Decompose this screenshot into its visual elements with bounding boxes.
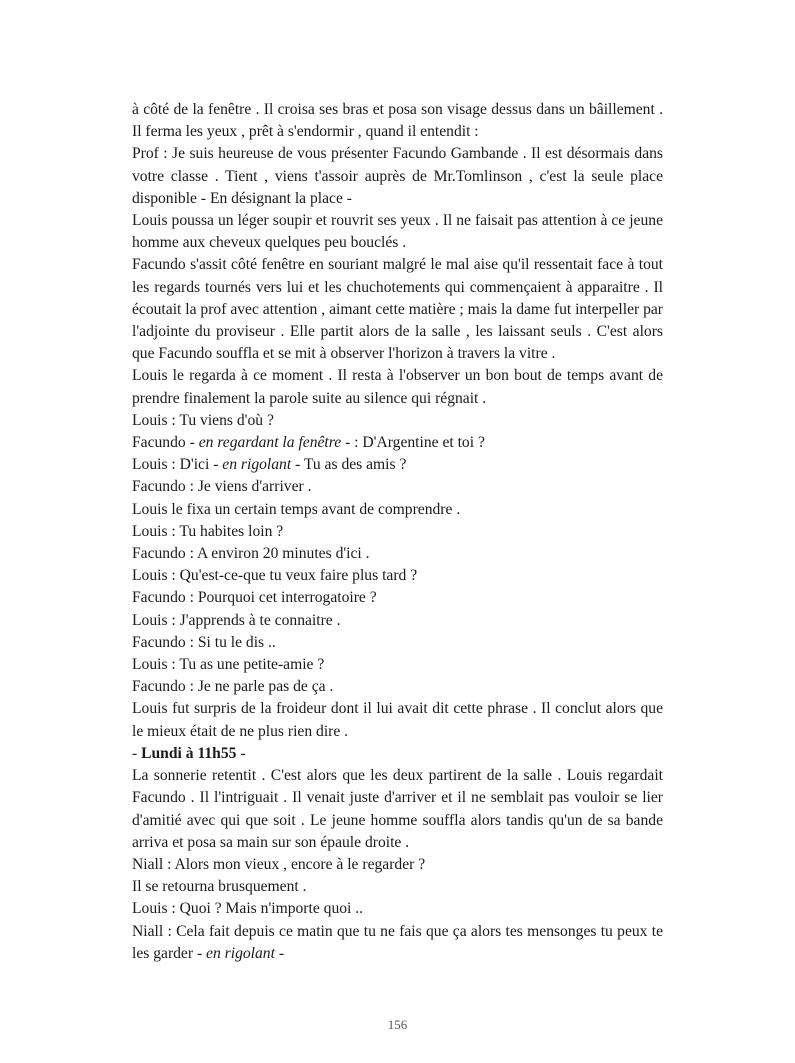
dialogue-line: Niall : Alors mon vieux , encore à le regarder ? bbox=[132, 855, 426, 873]
body-text bbox=[132, 99, 663, 965]
dialogue-line: Facundo : Je ne parle pas de ça . bbox=[132, 678, 334, 696]
heading-text: Lundi à 11h55 bbox=[141, 744, 237, 762]
paragraph: Prof : Je suis heureuse de vous présenter Facundo Gambande . Il est désormais dans votre classe . Tient , viens t'assoir auprès de Mr.Tomlinson , c'est la seule place disponible - En désignant la place - bbox=[132, 145, 663, 207]
dialogue-line bbox=[132, 432, 663, 454]
dialogue-line: Louis : J'apprends à te connaitre . bbox=[132, 611, 341, 629]
dialogue-text: Louis : D'ici - bbox=[132, 456, 223, 474]
paragraph: à côté de la fenêtre . Il croisa ses bras et posa son visage dessus dans un bâillement . Il ferma les yeux , prêt à s'endormir , quand il entendit : bbox=[132, 101, 663, 141]
section-heading bbox=[132, 743, 663, 765]
dialogue-line bbox=[132, 921, 663, 965]
paragraph: Louis le regarda à ce moment . Il resta à l'observer un bon bout de temps avant de prendre finalement la parole suite au silence qui régnait . bbox=[132, 367, 663, 407]
page-number: 156 bbox=[387, 1017, 408, 1032]
dialogue-line: Louis : Tu habites loin ? bbox=[132, 522, 284, 540]
paragraph: Louis le fixa un certain temps avant de comprendre . bbox=[132, 500, 461, 518]
dialogue-line: Louis : Tu viens d'où ? bbox=[132, 411, 274, 429]
paragraph: Facundo s'assit côté fenêtre en souriant malgré le mal aise qu'il ressentait face à tout les regards tournés vers lui et les chuchotements qui commençaient à apparaitre . Il écoutait la prof avec attention , aimant cette matière ; mais la dame fut interpeller par l'adjointe du proviseur . Elle partit alors de la salle , les laissant seuls . C'est alors que Facundo souffla et se mit à observer l'horizon à travers la vitre . bbox=[132, 256, 663, 363]
dialogue-line: Facundo : Si tu le dis .. bbox=[132, 633, 276, 651]
dialogue-line: Facundo : Je viens d'arriver . bbox=[132, 478, 312, 496]
paragraph: Louis fut surpris de la froideur dont il lui avait dit cette phrase . Il conclut alors que le mieux était de ne plus rien dire . bbox=[132, 700, 663, 740]
stage-direction: en rigolant bbox=[206, 944, 275, 962]
dialogue-line: Facundo : Pourquoi cet interrogatoire ? bbox=[132, 589, 377, 607]
dialogue-text: - bbox=[274, 944, 285, 962]
dialogue-text: - : D'Argentine et toi ? bbox=[341, 434, 485, 452]
heading-dash: - bbox=[236, 744, 246, 762]
dialogue-text: - Tu as des amis ? bbox=[291, 456, 407, 474]
dialogue-line: Louis : Tu as une petite-amie ? bbox=[132, 656, 325, 674]
paragraph: La sonnerie retentit . C'est alors que les deux partirent de la salle . Louis regardait Facundo . Il l'intriguait . Il venait juste d'arriver et il ne semblait pas vouloir se lier d'amitié avec qui que soit . Le jeune homme souffla alors tandis qu'un de sa bande arriva et posa sa main sur son épaule droite . bbox=[132, 767, 663, 851]
heading-dash: - bbox=[132, 744, 142, 762]
paragraph: Il se retourna brusquement . bbox=[132, 878, 307, 896]
dialogue-line: Facundo : A environ 20 minutes d'ici . bbox=[132, 545, 370, 563]
dialogue-line bbox=[132, 454, 663, 476]
paragraph: Louis poussa un léger soupir et rouvrit ses yeux . Il ne faisait pas attention à ce jeune homme aux cheveux quelques peu bouclés . bbox=[132, 212, 663, 252]
dialogue-line: Louis : Quoi ? Mais n'importe quoi .. bbox=[132, 900, 364, 918]
dialogue-line: Louis : Qu'est-ce-que tu veux faire plus tard ? bbox=[132, 567, 418, 585]
stage-direction: en rigolant bbox=[222, 456, 292, 474]
stage-direction: en regardant la fenêtre bbox=[198, 434, 342, 452]
dialogue-text: Niall : Cela fait depuis ce matin que tu ne fais que ça alors tes mensonges tu peux te les garder - bbox=[132, 922, 663, 962]
dialogue-text: Facundo - bbox=[132, 434, 199, 452]
